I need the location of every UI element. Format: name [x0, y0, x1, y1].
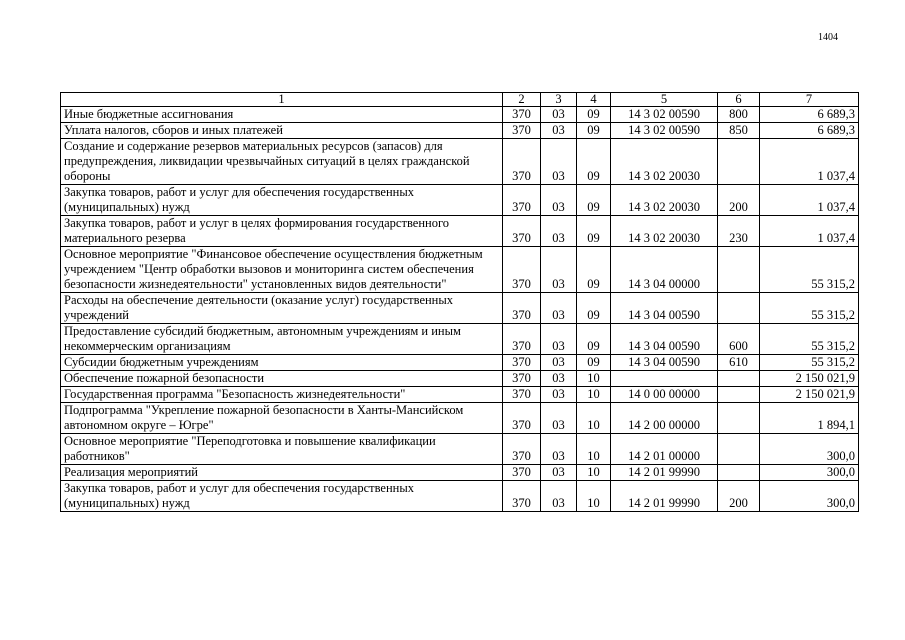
expense-name-cell: Закупка товаров, работ и услуг для обеспечения государственных (муниципальных) нужд	[61, 481, 503, 512]
amount-cell: 300,0	[760, 465, 859, 481]
admin-code-cell: 370	[503, 123, 541, 139]
target-article-cell: 14 3 02 20030	[611, 216, 718, 247]
admin-code-cell: 370	[503, 355, 541, 371]
admin-code-cell: 370	[503, 434, 541, 465]
amount-cell: 1 037,4	[760, 185, 859, 216]
expense-name-cell: Государственная программа "Безопасность жизнедеятельности"	[61, 387, 503, 403]
expense-type-cell: 200	[718, 185, 760, 216]
subsection-code-cell: 10	[577, 403, 611, 434]
admin-code-cell: 370	[503, 481, 541, 512]
section-code-cell: 03	[541, 185, 577, 216]
target-article-cell: 14 3 02 00590	[611, 107, 718, 123]
section-code-cell: 03	[541, 139, 577, 185]
admin-code-cell: 370	[503, 247, 541, 293]
table-row	[61, 355, 859, 371]
section-code-cell: 03	[541, 403, 577, 434]
page-number: 1404	[818, 32, 838, 43]
table-row	[61, 465, 859, 481]
expense-type-cell	[718, 403, 760, 434]
amount-cell: 55 315,2	[760, 293, 859, 324]
table-header-row	[61, 93, 859, 107]
table-row	[61, 123, 859, 139]
admin-code-cell: 370	[503, 324, 541, 355]
section-code-cell: 03	[541, 324, 577, 355]
amount-cell: 55 315,2	[760, 247, 859, 293]
section-code-cell: 03	[541, 247, 577, 293]
table-row	[61, 216, 859, 247]
target-article-cell: 14 3 04 00000	[611, 247, 718, 293]
expense-type-cell: 850	[718, 123, 760, 139]
expense-name-cell: Основное мероприятие "Переподготовка и повышение квалификации работников"	[61, 434, 503, 465]
expense-type-cell	[718, 293, 760, 324]
table-row	[61, 481, 859, 512]
expense-type-cell: 200	[718, 481, 760, 512]
amount-cell: 2 150 021,9	[760, 387, 859, 403]
expense-type-cell: 600	[718, 324, 760, 355]
expense-name-cell: Иные бюджетные ассигнования	[61, 107, 503, 123]
table-row	[61, 139, 859, 185]
header-cell-5: 5	[611, 93, 718, 107]
expense-name-cell: Закупка товаров, работ и услуг в целях формирования государственного материального резерва	[61, 216, 503, 247]
table-row	[61, 247, 859, 293]
amount-cell: 300,0	[760, 434, 859, 465]
admin-code-cell: 370	[503, 185, 541, 216]
subsection-code-cell: 09	[577, 107, 611, 123]
table-row	[61, 107, 859, 123]
subsection-code-cell: 10	[577, 434, 611, 465]
subsection-code-cell: 09	[577, 324, 611, 355]
expense-name-cell: Подпрограмма "Укрепление пожарной безопасности в Ханты-Мансийском автономном округе – Югре"	[61, 403, 503, 434]
admin-code-cell: 370	[503, 139, 541, 185]
expense-name-cell: Предоставление субсидий бюджетным, автономным учреждениям и иным некоммерческим организациям	[61, 324, 503, 355]
subsection-code-cell: 09	[577, 216, 611, 247]
admin-code-cell: 370	[503, 293, 541, 324]
budget-table	[60, 92, 859, 512]
subsection-code-cell: 09	[577, 123, 611, 139]
expense-type-cell	[718, 139, 760, 185]
target-article-cell: 14 2 01 00000	[611, 434, 718, 465]
table-row	[61, 387, 859, 403]
subsection-code-cell: 09	[577, 293, 611, 324]
table-body	[61, 93, 859, 512]
expense-type-cell: 610	[718, 355, 760, 371]
amount-cell: 1 037,4	[760, 139, 859, 185]
admin-code-cell: 370	[503, 371, 541, 387]
amount-cell: 55 315,2	[760, 355, 859, 371]
amount-cell: 1 894,1	[760, 403, 859, 434]
amount-cell: 300,0	[760, 481, 859, 512]
section-code-cell: 03	[541, 481, 577, 512]
target-article-cell: 14 0 00 00000	[611, 387, 718, 403]
admin-code-cell: 370	[503, 403, 541, 434]
section-code-cell: 03	[541, 465, 577, 481]
section-code-cell: 03	[541, 355, 577, 371]
subsection-code-cell: 09	[577, 139, 611, 185]
amount-cell: 6 689,3	[760, 123, 859, 139]
header-cell-7: 7	[760, 93, 859, 107]
target-article-cell: 14 2 00 00000	[611, 403, 718, 434]
expense-name-cell: Обеспечение пожарной безопасности	[61, 371, 503, 387]
expense-name-cell: Расходы на обеспечение деятельности (оказание услуг) государственных учреждений	[61, 293, 503, 324]
section-code-cell: 03	[541, 123, 577, 139]
target-article-cell: 14 2 01 99990	[611, 465, 718, 481]
section-code-cell: 03	[541, 216, 577, 247]
expense-name-cell: Основное мероприятие "Финансовое обеспечение осуществления бюджетным учреждением "Центр обработки вызовов и мониторинга систем обеспечения безопасности жизнедеятельности" установленных видов деятельности"	[61, 247, 503, 293]
subsection-code-cell: 10	[577, 387, 611, 403]
table-row	[61, 185, 859, 216]
amount-cell: 1 037,4	[760, 216, 859, 247]
header-cell-1: 1	[61, 93, 503, 107]
subsection-code-cell: 10	[577, 465, 611, 481]
target-article-cell: 14 3 02 00590	[611, 123, 718, 139]
amount-cell: 55 315,2	[760, 324, 859, 355]
header-cell-3: 3	[541, 93, 577, 107]
amount-cell: 6 689,3	[760, 107, 859, 123]
subsection-code-cell: 09	[577, 355, 611, 371]
target-article-cell: 14 3 04 00590	[611, 355, 718, 371]
table-row	[61, 324, 859, 355]
subsection-code-cell: 09	[577, 185, 611, 216]
subsection-code-cell: 10	[577, 371, 611, 387]
table-row	[61, 293, 859, 324]
section-code-cell: 03	[541, 371, 577, 387]
section-code-cell: 03	[541, 434, 577, 465]
expense-type-cell: 230	[718, 216, 760, 247]
target-article-cell: 14 2 01 99990	[611, 481, 718, 512]
expense-type-cell	[718, 465, 760, 481]
expense-type-cell	[718, 387, 760, 403]
expense-name-cell: Субсидии бюджетным учреждениям	[61, 355, 503, 371]
header-cell-4: 4	[577, 93, 611, 107]
target-article-cell: 14 3 02 20030	[611, 139, 718, 185]
table-row	[61, 403, 859, 434]
section-code-cell: 03	[541, 387, 577, 403]
target-article-cell: 14 3 04 00590	[611, 324, 718, 355]
expense-type-cell	[718, 371, 760, 387]
target-article-cell: 14 3 04 00590	[611, 293, 718, 324]
expense-name-cell: Создание и содержание резервов материальных ресурсов (запасов) для предупреждения, ликвидации чрезвычайных ситуаций в целях гражданской обороны	[61, 139, 503, 185]
header-cell-2: 2	[503, 93, 541, 107]
target-article-cell: 14 3 02 20030	[611, 185, 718, 216]
header-cell-6: 6	[718, 93, 760, 107]
table-row	[61, 371, 859, 387]
table-row	[61, 434, 859, 465]
subsection-code-cell: 09	[577, 247, 611, 293]
admin-code-cell: 370	[503, 107, 541, 123]
expense-type-cell	[718, 434, 760, 465]
section-code-cell: 03	[541, 293, 577, 324]
expense-type-cell	[718, 247, 760, 293]
expense-name-cell: Уплата налогов, сборов и иных платежей	[61, 123, 503, 139]
admin-code-cell: 370	[503, 465, 541, 481]
admin-code-cell: 370	[503, 387, 541, 403]
target-article-cell	[611, 371, 718, 387]
expense-name-cell: Закупка товаров, работ и услуг для обеспечения государственных (муниципальных) нужд	[61, 185, 503, 216]
amount-cell: 2 150 021,9	[760, 371, 859, 387]
admin-code-cell: 370	[503, 216, 541, 247]
expense-type-cell: 800	[718, 107, 760, 123]
section-code-cell: 03	[541, 107, 577, 123]
subsection-code-cell: 10	[577, 481, 611, 512]
expense-name-cell: Реализация мероприятий	[61, 465, 503, 481]
